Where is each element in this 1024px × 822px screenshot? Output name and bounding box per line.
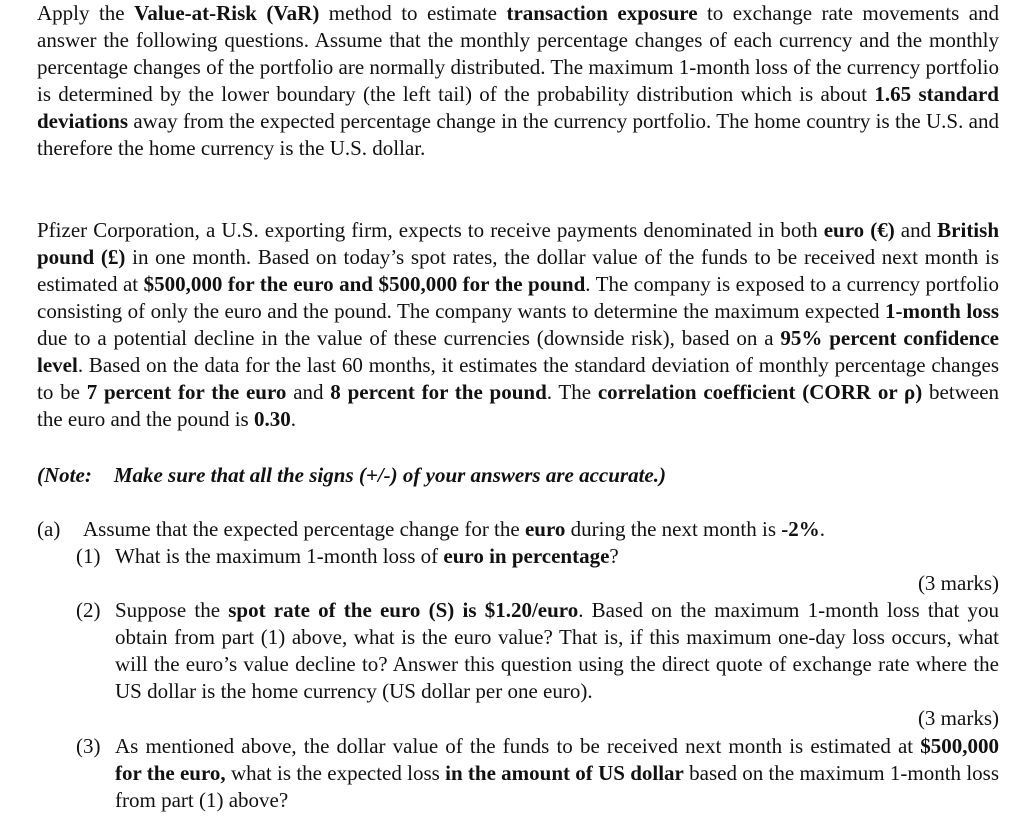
text-run: based on the maximum 1-month loss from part (1) above?: [115, 761, 1000, 812]
bold-term-expected-change: -2%: [781, 517, 820, 541]
note-label: (Note:: [37, 463, 92, 487]
text-run: . The company is exposed to a currency portfolio consisting of only the euro and the pound. The company wants to determine the maximum expected: [37, 272, 999, 323]
text-run: What is the maximum 1-month loss of: [115, 544, 444, 568]
note-text: Make sure that all the signs (+/-) of your answers are accurate.): [113, 463, 666, 487]
part-a-heading: [37, 516, 999, 543]
bold-term-var: Value-at-Risk (VaR): [134, 1, 320, 25]
question-3-number: (3): [76, 734, 101, 758]
question-1: [76, 543, 999, 570]
text-run: .: [819, 517, 825, 541]
note-line: [37, 462, 999, 489]
text-run: As mentioned above, the dollar value of the funds to be received next month is estimated at: [115, 734, 921, 758]
bold-term-transaction-exposure: transaction exposure: [506, 1, 698, 25]
bold-term-spot-rate: spot rate of the euro (S) is $1.20/euro: [228, 598, 579, 622]
text-run: and: [286, 380, 331, 404]
text-run: .: [290, 407, 296, 431]
text-run: to exchange rate movements and answer the following questions. Assume that the monthly percentage changes of each currency and the monthly percentage changes of the portfolio are normally distributed. The maximum 1-month loss of the currency portfolio is determined by the lower boundary (the left tail) of the probability distribution which is about: [37, 1, 1000, 106]
question-2-number: (2): [76, 598, 101, 622]
text-run: method to estimate: [319, 1, 507, 25]
text-run: between the euro and the pound is: [37, 380, 1000, 431]
question-1-text: [115, 543, 999, 570]
bold-term-confidence-level: 95% percent confidence level: [37, 326, 999, 377]
bold-term-euro: euro (€): [823, 218, 895, 242]
text-run: . Based on the data for the last 60 months, it estimates the standard deviation of monthly percentage changes to be: [37, 353, 999, 404]
question-1-number: (1): [76, 544, 101, 568]
text-run: Assume that the expected percentage change for the: [83, 517, 525, 541]
bold-term-euro-std: 7 percent for the euro: [86, 380, 287, 404]
question-3-text: [115, 733, 999, 814]
question-1-marks: (3 marks): [917, 571, 999, 595]
part-a-label: (a): [37, 517, 61, 541]
bold-term-pound: British pound (£): [37, 218, 999, 269]
bold-term-fund-values: $500,000 for the euro and $500,000 for the pound: [143, 272, 586, 296]
bold-term-euro-funds: $500,000 for the euro,: [115, 734, 999, 785]
text-run: . The: [546, 380, 598, 404]
bold-term-pound-std: 8 percent for the pound: [330, 380, 547, 404]
question-2-marks: (3 marks): [917, 706, 999, 730]
bold-term-usd-amount: in the amount of US dollar: [445, 761, 684, 785]
bold-term-1-month-loss: 1-month loss: [885, 299, 999, 323]
bold-term-correlation: correlation coefficient (CORR or ρ): [597, 380, 923, 404]
text-run: during the next month is: [565, 517, 782, 541]
bold-term-euro: euro: [524, 517, 566, 541]
text-run: in one month. Based on today’s spot rates, the dollar value of the funds to be received next month is estimated at: [37, 245, 1000, 296]
question-3: [76, 733, 999, 814]
text-run: due to a potential decline in the value of these currencies (downside risk), based on a: [37, 326, 781, 350]
text-run: and: [894, 218, 938, 242]
bold-term-corr-value: 0.30: [253, 407, 291, 431]
intro-paragraph: [37, 0, 999, 162]
text-run: . Based on the maximum 1-month loss that you obtain from part (1) above, what is the euro value? That is, if this maximum one-day loss occurs, what will the euro’s value decline to? Answer this question using the direct quote of exchange rate where the US dollar is the home currency (US dollar per one euro).: [115, 598, 1000, 703]
text-run: Suppose the: [115, 598, 229, 622]
text-run: Apply the: [37, 1, 135, 25]
bold-term-euro-percentage: euro in percentage: [443, 544, 610, 568]
question-2-text: [115, 597, 999, 705]
text-run: ?: [609, 544, 619, 568]
bold-term-std-devs: 1.65 standard deviations: [37, 82, 999, 133]
question-2: [76, 597, 999, 705]
scenario-paragraph: [37, 217, 999, 433]
text-run: Pfizer Corporation, a U.S. exporting firm, expects to receive payments denominated in both: [37, 218, 824, 242]
text-run: what is the expected loss: [225, 761, 446, 785]
text-run: away from the expected percentage change in the currency portfolio. The home country is the U.S. and therefore the home currency is the U.S. dollar.: [37, 109, 999, 160]
